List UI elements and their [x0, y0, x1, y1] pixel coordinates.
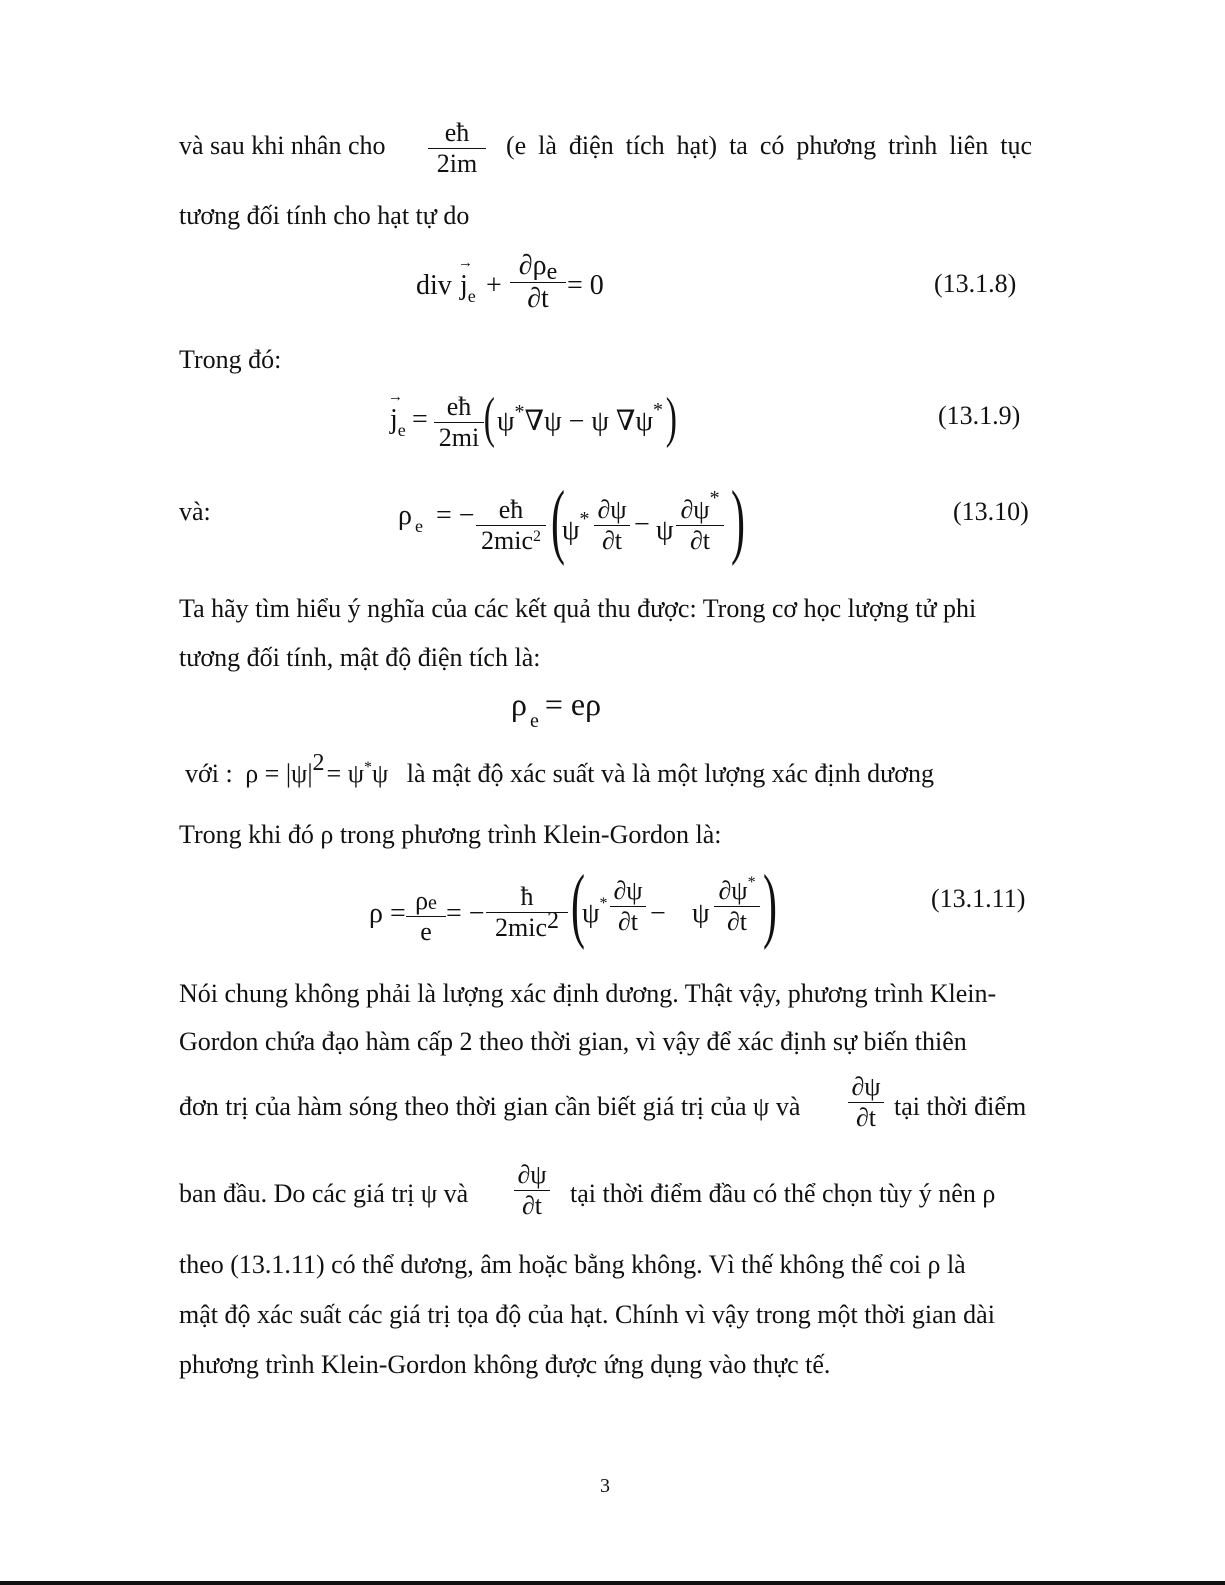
eq11-right-paren: ) [762, 858, 777, 951]
page-number: 3 [600, 1475, 610, 1497]
eq10-eq: = − [436, 500, 475, 531]
eq9-j-vector [390, 404, 406, 440]
eq11-left-paren: ( [570, 858, 585, 951]
para1-post: (e là điện tích hạt) ta có phương trình liên tục [506, 131, 1032, 160]
eq11-minus: − [650, 898, 666, 929]
eq10-fraction-num: eħ [498, 495, 524, 524]
para1-pre: và sau khi nhân cho [179, 131, 386, 160]
eq9-fraction-den: 2mi [438, 423, 480, 452]
eq11-fraction2: ħ 2mic2 [486, 882, 568, 943]
para3-line6: mật độ xác suất các giá trị tọa độ của hạt. Chính vì vậy trong một thời gian dài [179, 1300, 995, 1329]
eq10-fraction [476, 495, 546, 556]
voi-pre: với : [185, 759, 233, 788]
eq8-j-vector [460, 270, 476, 306]
fraction-e-hbar-over-2im [428, 118, 486, 179]
para3-line4-pre: ban đầu. Do các giá trị ψ và [179, 1179, 469, 1208]
eq10-right-paren: ) [730, 474, 745, 567]
para2-line1: Ta hãy tìm hiểu ý nghĩa của các kết quả thu được: Trong cơ học lượng tử phi [179, 594, 977, 623]
eq9-body: ψ*∇ψ − ψ ∇ψ* [497, 399, 664, 437]
eq11-psi2: ψ [692, 898, 710, 929]
eq11-deriv2: ∂ψ* ∂t [714, 876, 760, 937]
eq10-deriv2: ∂ψ* ∂t [676, 495, 724, 556]
eq9-j: → j [390, 404, 398, 436]
eq9-label: (13.1.9) [938, 401, 1021, 430]
eq11-eq: = − [446, 898, 485, 929]
eq10-left-paren: ( [550, 474, 565, 567]
voi-post: là mật độ xác suất và là một lượng xác định dương [406, 759, 934, 788]
eq8-j: → j [460, 270, 468, 302]
fraction-numerator: eħ [444, 118, 470, 147]
eq11-deriv1: ∂ψ ∂t [610, 876, 646, 937]
eq9-eq: = [412, 404, 428, 435]
eq11-fraction1: ρe e [406, 886, 446, 947]
eq10-fraction-den: 2mic$^2$ [481, 526, 541, 555]
para3-line4-fraction: ∂ψ ∂t [514, 1160, 550, 1221]
voi-line [185, 750, 934, 789]
fraction-denominator: 2im [436, 149, 478, 178]
eq8-rhs: = 0 [567, 270, 604, 301]
eq10-psi2: ψ [656, 515, 674, 546]
trong-khi-line: Trong khi đó ρ trong phương trình Klein-Gordon là: [179, 820, 722, 849]
para3-line1: Nói chung không phải là lượng xác định dương. Thật vậy, phương trình Klein- [179, 979, 997, 1008]
para3-line2: Gordon chứa đạo hàm cấp 2 theo thời gian, vì vậy để xác định sự biến thiên [179, 1027, 967, 1056]
eq8-fraction-den: ∂t [527, 283, 549, 314]
para3-line3-post: tại thời điểm [894, 1092, 1027, 1121]
eq11-rho: ρ = [369, 898, 406, 929]
page-bottom-border [0, 1581, 1225, 1585]
para3-line3-fraction: ∂ψ ∂t [848, 1072, 884, 1133]
eq8-plus: + [486, 270, 502, 301]
eq9-j-sub: e [397, 420, 406, 440]
eq8-fraction-num: ∂ρe [518, 250, 558, 285]
para3-line3-pre: đơn trị của hàm sóng theo thời gian cần biết giá trị của ψ và [179, 1092, 801, 1121]
eq8-label: (13.1.8) [934, 269, 1017, 298]
eq11-label: (13.1.11) [931, 884, 1026, 913]
eq10-minus: − [634, 509, 650, 540]
para3-line5: theo (13.1.11) có thể dương, âm hoặc bằng không. Vì thế không thể coi ρ là [179, 1250, 966, 1279]
eq10-psi1: ψ* [562, 508, 590, 546]
eq10-rho: ρ $_e$ [398, 500, 423, 536]
equation-rho-e: ρ $_e$ = eρ [511, 686, 602, 732]
voi-expr: ρ = |ψ|2= ψ*ψ [245, 750, 389, 788]
eq9-fraction [434, 392, 484, 453]
para2-line2: tương đối tính, mật độ điện tích là: [179, 643, 541, 672]
eq8-j-sub: e [467, 286, 476, 306]
eq11-psi1: ψ* [582, 895, 608, 929]
eq9-right-paren: ) [665, 387, 677, 449]
para3-line7: phương trình Klein-Gordon không được ứng dụng vào thực tế. [179, 1350, 831, 1379]
eq9-fraction-num: eħ [446, 392, 472, 421]
eq8-div: div [416, 270, 452, 301]
eq10-deriv1: ∂ψ ∂t [594, 495, 630, 556]
para3-line4-post: tại thời điểm đầu có thể chọn tùy ý nên ρ [570, 1179, 996, 1208]
eq9-left-paren: ( [483, 387, 495, 449]
para1-line2: tương đối tính cho hạt tự do [179, 201, 470, 230]
va-label: và: [179, 497, 211, 526]
trong-do-label: Trong đó: [179, 345, 282, 374]
eq10-label: (13.10) [953, 497, 1029, 526]
eq8-fraction [510, 250, 566, 315]
